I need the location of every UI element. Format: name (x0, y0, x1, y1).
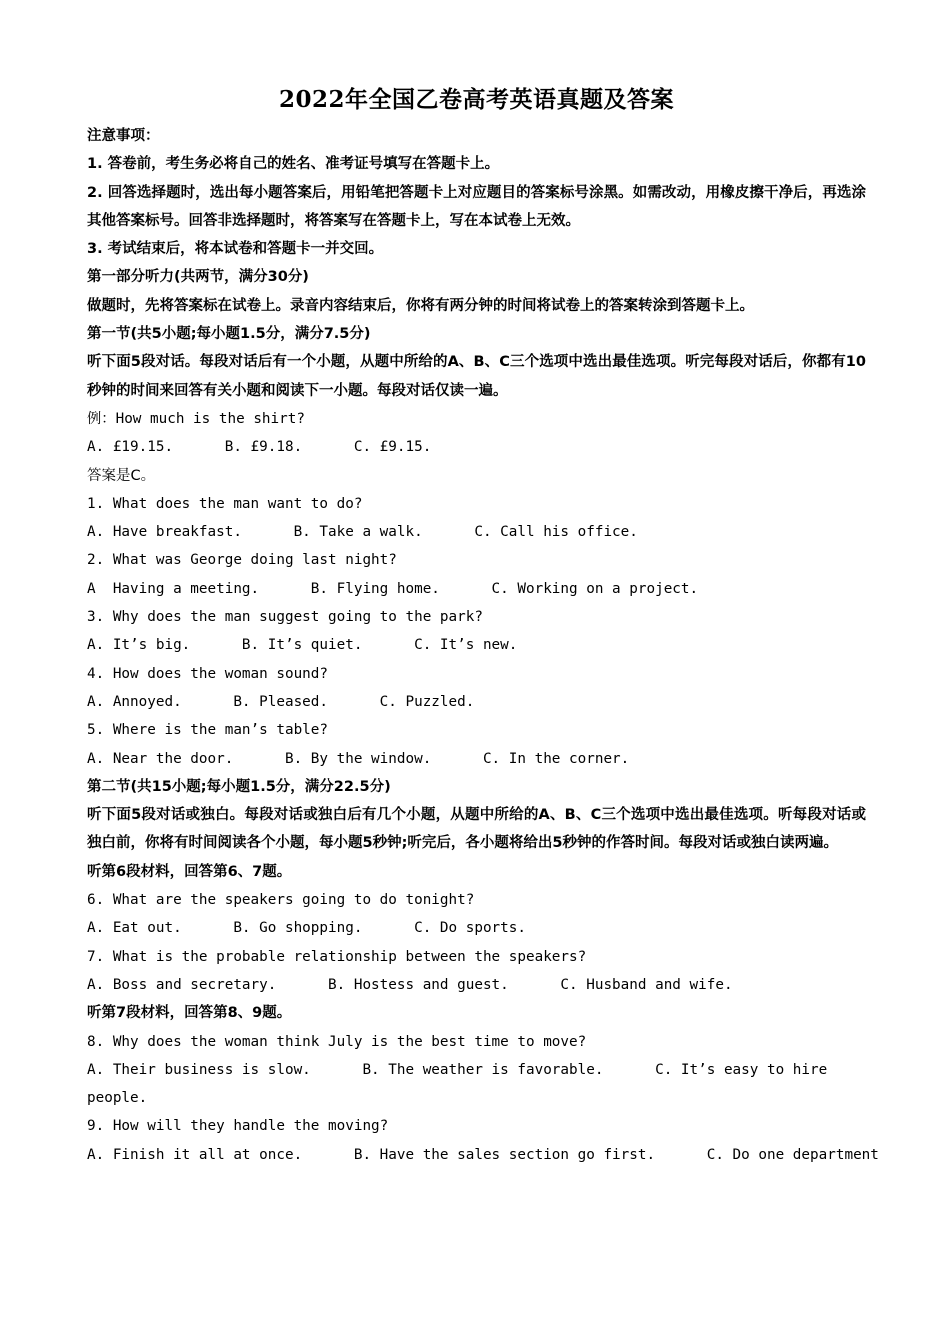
question-2-options: A Having a meeting. B. Flying home. C. Working on a project. (87, 580, 699, 597)
part1-instruction: 做题时，先将答案标在试卷上。录音内容结束后，你将有两分钟的时间将试卷上的答案转涂到答题卡上。 (87, 297, 754, 314)
example-answer: 答案是C。 (87, 467, 156, 484)
question-1: 1. What does the man want to do? (87, 495, 363, 512)
material-7-heading: 听第7段材料，回答第8、9题。 (87, 1005, 292, 1022)
question-6: 6. What are the speakers going to do tonight? (87, 892, 475, 909)
material-6-heading: 听第6段材料，回答第6、7题。 (87, 863, 292, 880)
question-6-options: A. Eat out. B. Go shopping. C. Do sports. (87, 920, 526, 937)
question-1-options: A. Have breakfast. B. Take a walk. C. Call his office. (87, 524, 638, 541)
notice-heading: 注意事项： (87, 128, 160, 144)
example-question: 例：How much is the shirt? (87, 410, 305, 427)
question-3: 3. Why does the man suggest going to the park? (87, 609, 483, 626)
question-9: 9. How will they handle the moving? (87, 1118, 389, 1135)
notice-item-1: 1. 答卷前，考生务必将自己的姓名、准考证号填写在答题卡上。 (87, 156, 500, 173)
part1-heading: 第一部分听力(共两节，满分30分) (87, 269, 309, 286)
notice-item-2: 2. 回答选择题时，选出每小题答案后，用铅笔把答题卡上对应题目的答案标号涂黑。如需改动，用橡皮擦干净后，再选涂其他答案标号。回答非选择题时，将答案写在答题卡上，写在本试卷上无效。 (87, 184, 866, 229)
question-5: 5. Where is the man’s table? (87, 722, 329, 739)
question-8-options: A. Their business is slow. B. The weather is favorable. C. It’s easy to hire (87, 1061, 828, 1078)
page-title: 2022年全国乙卷高考英语真题及答案 (278, 86, 674, 113)
section2-heading: 第二节(共15小题;每小题1.5分，满分22.5分) (87, 778, 391, 795)
question-7: 7. What is the probable relationship between the speakers? (87, 948, 587, 965)
question-8: 8. Why does the woman think July is the best time to move? (87, 1033, 587, 1050)
question-2: 2. What was George doing last night? (87, 552, 397, 569)
section1-instruction: 听下面5段对话。每段对话后有一个小题，从题中所给的A、B、C三个选项中选出最佳选项。听完每段对话后，你都有10秒钟的时间来回答有关小题和阅读下一小题。每段对话仅读一遍。 (87, 354, 866, 399)
question-9-options: A. Finish it all at once. B. Have the sales section go first. C. Do one department (87, 1146, 879, 1163)
example-options: A. £19.15. B. £9.18. C. £9.15. (87, 439, 432, 456)
question-4-options: A. Annoyed. B. Pleased. C. Puzzled. (87, 693, 475, 710)
question-5-options: A. Near the door. B. By the window. C. In the corner. (87, 750, 630, 767)
question-4: 4. How does the woman sound? (87, 665, 329, 682)
section2-instruction: 听下面5段对话或独白。每段对话或独白后有几个小题，从题中所给的A、B、C三个选项中选出最佳选项。听每段对话或独白前，你将有时间阅读各个小题，每小题5秒钟;听完后，各小题将给出5秒钟的作答时间。每段对话或独白读两遍。 (87, 807, 866, 852)
notice-item-3: 3. 考试结束后，将本试卷和答题卡一并交回。 (87, 241, 384, 258)
section1-heading: 第一节(共5小题;每小题1.5分，满分7.5分) (87, 326, 371, 343)
question-7-options: A. Boss and secretary. B. Hostess and guest. C. Husband and wife. (87, 976, 733, 993)
question-3-options: A. It’s big. B. It’s quiet. C. It’s new. (87, 637, 518, 654)
question-8-options-cont: people. (87, 1090, 148, 1107)
